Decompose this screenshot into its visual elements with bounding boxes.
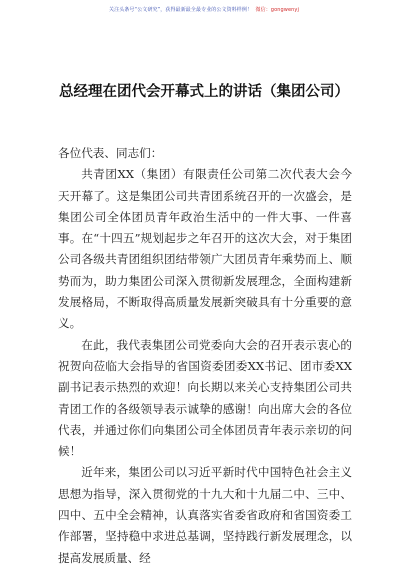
paragraph: 共青团XX（集团）有限责任公司第二次代表大会今天开幕了。这是集团公司共青团系统召开的一次盛会，是集团公司全体团员青年政治生活中的一件大事、一件喜事。在“十四五”规划起步之年召开的这次大会，对于集团公司各级共青团组织团结带领广大团员青年乘势而上、顺势而为，助力集团公司深入贯彻新发展理念，全面构建新发展格局，不断取得高质量发展新突破具有十分重要的意义。 (58, 167, 352, 331)
document-title: 总经理在团代会开幕式上的讲话（集团公司） (59, 84, 349, 100)
document-body (58, 143, 352, 569)
paragraph: 在此，我代表集团公司党委向大会的召开表示衷心的祝贺向莅临大会指导的省国资委团委XX书记、团市委XX副书记表示热烈的欢迎！向长期以来关心支持集团公司共青团工作的各级领导表示诚挚的感谢！向出席大会的各位代表，并通过你们向集团公司全体团员青年表示亲切的问候！ (58, 337, 352, 459)
banner-wechat-text: 微信：gongwenyj (255, 7, 299, 13)
salutation: 各位代表、同志们： (58, 146, 163, 160)
paragraph: 近年来，集团公司以习近平新时代中国特色社会主义思想为指导，深入贯彻党的十九大和十九届二中、三中、四中、五中全会精神，认真落实省委省政府和省国资委工作部署，坚持稳中求进总基调，坚持践行新发展理念，以提高发展质量、经 (58, 465, 352, 565)
banner-notice-text: 关注头条号“公文研究”，获得最新最全最专业的公文资料样例！ (109, 7, 253, 13)
header-notice-banner (0, 6, 408, 13)
